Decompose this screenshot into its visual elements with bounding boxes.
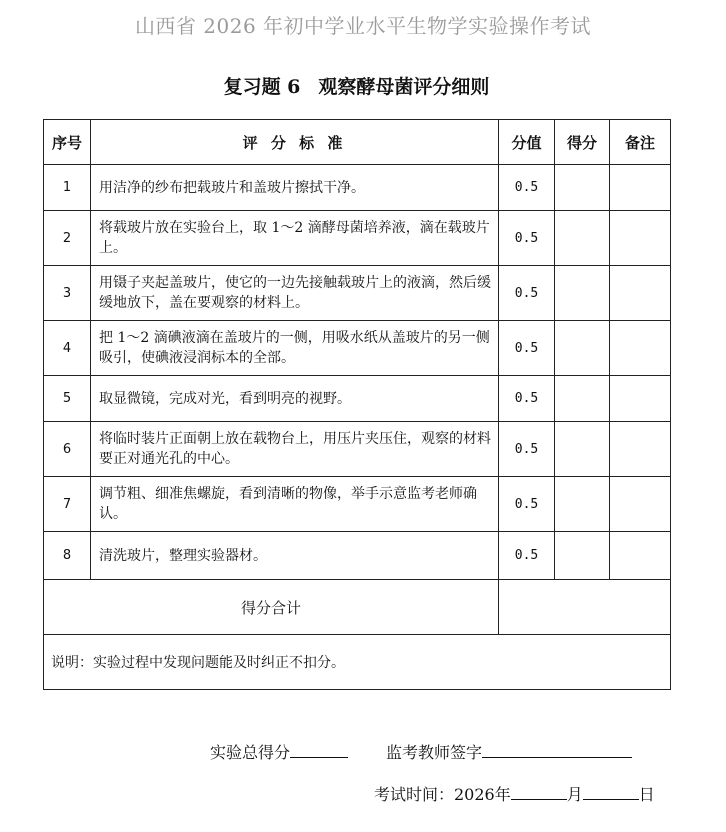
note-text: 说明：实验过程中发现问题能及时纠正不扣分。 xyxy=(44,635,671,690)
row-value: 0.5 xyxy=(499,376,555,422)
title-number: 复习题 6 xyxy=(223,76,301,98)
month-label: 月 xyxy=(566,785,583,804)
row-remark-cell[interactable] xyxy=(610,422,671,477)
row-remark-cell[interactable] xyxy=(610,376,671,422)
row-criterion: 把 1～2 滴碘液滴在盖玻片的一侧，用吸水纸从盖玻片的另一侧吸引，使碘液浸润标本的全部。 xyxy=(91,321,499,376)
table-row xyxy=(44,532,671,580)
exam-time-label: 考试时间：2026年 xyxy=(374,785,511,804)
page-title xyxy=(0,72,713,99)
row-score-cell[interactable] xyxy=(555,321,610,376)
column-header-score: 得分 xyxy=(555,120,610,165)
row-value: 0.5 xyxy=(499,266,555,321)
row-score-cell[interactable] xyxy=(555,211,610,266)
row-value: 0.5 xyxy=(499,477,555,532)
scoring-table xyxy=(43,119,671,690)
table-row xyxy=(44,321,671,376)
exam-time-line xyxy=(374,782,655,805)
teacher-sign-label: 监考教师签字 xyxy=(386,743,483,762)
row-number: 1 xyxy=(44,165,91,211)
row-remark-cell[interactable] xyxy=(610,532,671,580)
table-body xyxy=(44,165,671,690)
row-score-cell[interactable] xyxy=(555,165,610,211)
day-label: 日 xyxy=(638,785,655,804)
column-header-remark: 备注 xyxy=(610,120,671,165)
row-criterion: 用镊子夹起盖玻片，使它的一边先接触载玻片上的液滴，然后缓缓地放下，盖在要观察的材料上。 xyxy=(91,266,499,321)
table-header-row xyxy=(44,120,671,165)
row-score-cell[interactable] xyxy=(555,266,610,321)
table-row xyxy=(44,477,671,532)
table-row xyxy=(44,266,671,321)
row-criterion: 将临时装片正面朝上放在载物台上，用压片夹压住，观察的材料要正对通光孔的中心。 xyxy=(91,422,499,477)
signature-line xyxy=(210,740,632,763)
row-number: 8 xyxy=(44,532,91,580)
row-value: 0.5 xyxy=(499,321,555,376)
note-row xyxy=(44,635,671,690)
row-remark-cell[interactable] xyxy=(610,266,671,321)
row-number: 3 xyxy=(44,266,91,321)
row-number: 6 xyxy=(44,422,91,477)
total-score-cell[interactable] xyxy=(499,580,671,635)
table-row xyxy=(44,376,671,422)
row-remark-cell[interactable] xyxy=(610,321,671,376)
row-remark-cell[interactable] xyxy=(610,211,671,266)
row-number: 7 xyxy=(44,477,91,532)
month-blank[interactable] xyxy=(511,783,567,800)
total-score-footer-label: 实验总得分 xyxy=(210,743,291,762)
row-number: 4 xyxy=(44,321,91,376)
row-value: 0.5 xyxy=(499,211,555,266)
row-value: 0.5 xyxy=(499,422,555,477)
column-header-criteria: 评 分 标 准 xyxy=(91,120,499,165)
row-criterion: 取显微镜，完成对光，看到明亮的视野。 xyxy=(91,376,499,422)
column-header-value: 分值 xyxy=(499,120,555,165)
row-score-cell[interactable] xyxy=(555,532,610,580)
row-value: 0.5 xyxy=(499,165,555,211)
day-blank[interactable] xyxy=(583,783,639,800)
table-row xyxy=(44,165,671,211)
row-remark-cell[interactable] xyxy=(610,165,671,211)
row-score-cell[interactable] xyxy=(555,422,610,477)
column-header-no: 序号 xyxy=(44,120,91,165)
exam-header: 山西省 2026 年初中学业水平生物学实验操作考试 xyxy=(134,14,592,38)
teacher-sign-blank[interactable] xyxy=(482,741,632,758)
row-criterion: 用洁净的纱布把载玻片和盖玻片擦拭干净。 xyxy=(91,165,499,211)
title-name: 观察酵母菌评分细则 xyxy=(318,76,490,98)
row-remark-cell[interactable] xyxy=(610,477,671,532)
row-criterion: 清洗玻片，整理实验器材。 xyxy=(91,532,499,580)
total-row xyxy=(44,580,671,635)
table-row xyxy=(44,422,671,477)
row-value: 0.5 xyxy=(499,532,555,580)
table-row xyxy=(44,211,671,266)
total-score-blank[interactable] xyxy=(290,741,348,758)
row-score-cell[interactable] xyxy=(555,376,610,422)
row-score-cell[interactable] xyxy=(555,477,610,532)
row-criterion: 调节粗、细准焦螺旋，看到清晰的物像，举手示意监考老师确认。 xyxy=(91,477,499,532)
row-number: 5 xyxy=(44,376,91,422)
row-criterion: 将载玻片放在实验台上，取 1～2 滴酵母菌培养液，滴在载玻片上。 xyxy=(91,211,499,266)
row-number: 2 xyxy=(44,211,91,266)
total-score-label: 得分合计 xyxy=(44,580,499,635)
